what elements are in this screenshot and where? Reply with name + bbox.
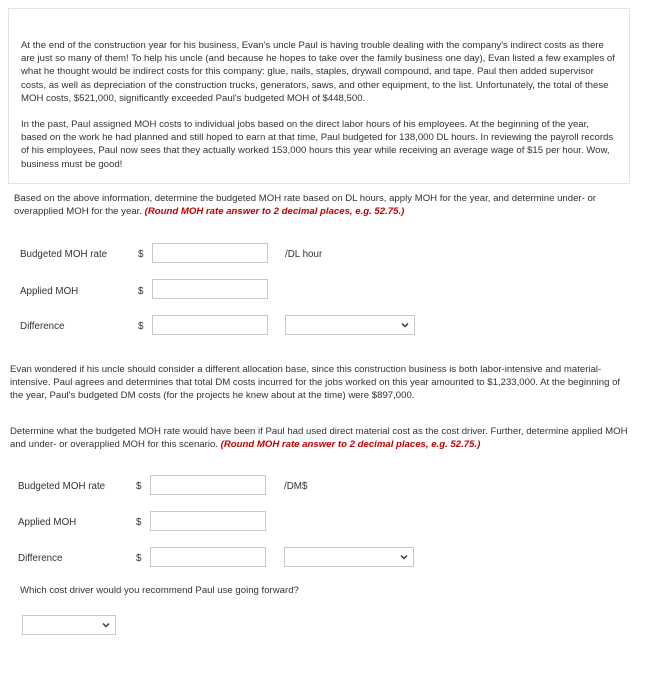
- q2-budgeted-rate-label: Budgeted MOH rate: [18, 481, 106, 492]
- q1-budgeted-rate-label: Budgeted MOH rate: [20, 249, 108, 260]
- q1-difference-select[interactable]: [285, 315, 415, 335]
- q1-difference-currency: $: [138, 321, 144, 332]
- q2-text: Determine what the budgeted MOH rate would have been if Paul had used direct material cost as the cost driver. Further, determine applied MOH and under- or overapplied MOH for this scenario.: [10, 426, 628, 451]
- q2-rounding-note: (Round MOH rate answer to 2 decimal places, e.g. 52.75.): [220, 439, 481, 451]
- q1-budgeted-rate-input[interactable]: [152, 243, 268, 263]
- intro-paragraph-2: In the past, Paul assigned MOH costs to individual jobs based on the direct labor hours of his employees. At the beginning of the year, based on the work he had planned and still hoped to earn at that time, Paul budgeted for 138,000 DL hours. In reviewing the payroll records of his employees, Paul now sees that they actually worked 153,000 hours this year while receiving an average wage of $15 per hour. Wow, business must be good!: [21, 119, 614, 170]
- q1-rounding-note: (Round MOH rate answer to 2 decimal places, e.g. 52.75.): [144, 206, 405, 218]
- intro-box: [8, 8, 630, 184]
- q3-cost-driver-select[interactable]: [22, 615, 116, 635]
- q2-difference-select[interactable]: [284, 547, 414, 567]
- q2-budgeted-rate-unit: /DM$: [284, 481, 308, 492]
- q2-budgeted-rate-input[interactable]: [150, 475, 266, 495]
- q1-text: Based on the above information, determine the budgeted MOH rate based on DL hours, apply MOH for the year, and determine under- or overapplied MOH for the year.: [14, 193, 596, 218]
- q2-applied-moh-label: Applied MOH: [18, 517, 77, 528]
- q1-difference-input[interactable]: [152, 315, 268, 335]
- q2-difference-currency: $: [136, 553, 142, 564]
- q1-budgeted-rate-currency: $: [138, 249, 144, 260]
- intro-paragraph-1: At the end of the construction year for his business, Evan's uncle Paul is having trouble dealing with the company's indirect costs as there are just so many of them! To help his uncle (and because he hopes to take over the family business one day), Evan listed a few examples of what he thought would be indirect costs for this company: glue, nails, staples, drywall compound, and tape. Paul then added supervisor costs, as well as depreciation of the construction trucks, generators, saws, and other equipment, to the list. Unfortunately, the total of these MOH costs, $521,000, significantly exceeded Paul's budgeted MOH of $448,500.: [21, 40, 615, 104]
- q1-applied-moh-input[interactable]: [152, 279, 268, 299]
- chevron-down-icon: [400, 553, 408, 561]
- chevron-down-icon: [401, 321, 409, 329]
- chevron-down-icon: [102, 621, 110, 629]
- q1-applied-moh-currency: $: [138, 286, 144, 297]
- q1-difference-label: Difference: [20, 321, 65, 332]
- q2-scenario-text: Evan wondered if his uncle should consider a different allocation base, since this construction business is both labor-intensive and material-intensive. Paul agrees and determines that total DM costs incurred for the jobs worked on this year amounted to $1,233,000. At the beginning of the year, Paul's budgeted DM costs (for the projects he knew about at the time) were $897,000.: [10, 364, 621, 402]
- q3-text: Which cost driver would you recommend Paul use going forward?: [20, 585, 299, 596]
- q2-difference-input[interactable]: [150, 547, 266, 567]
- q2-budgeted-rate-currency: $: [136, 481, 142, 492]
- q2-applied-moh-input[interactable]: [150, 511, 266, 531]
- q1-instructions: [14, 192, 626, 218]
- q1-budgeted-rate-unit: /DL hour: [285, 249, 323, 260]
- q1-applied-moh-label: Applied MOH: [20, 286, 79, 297]
- q2-difference-label: Difference: [18, 553, 63, 564]
- q2-instructions: [10, 425, 630, 451]
- q2-applied-moh-currency: $: [136, 517, 142, 528]
